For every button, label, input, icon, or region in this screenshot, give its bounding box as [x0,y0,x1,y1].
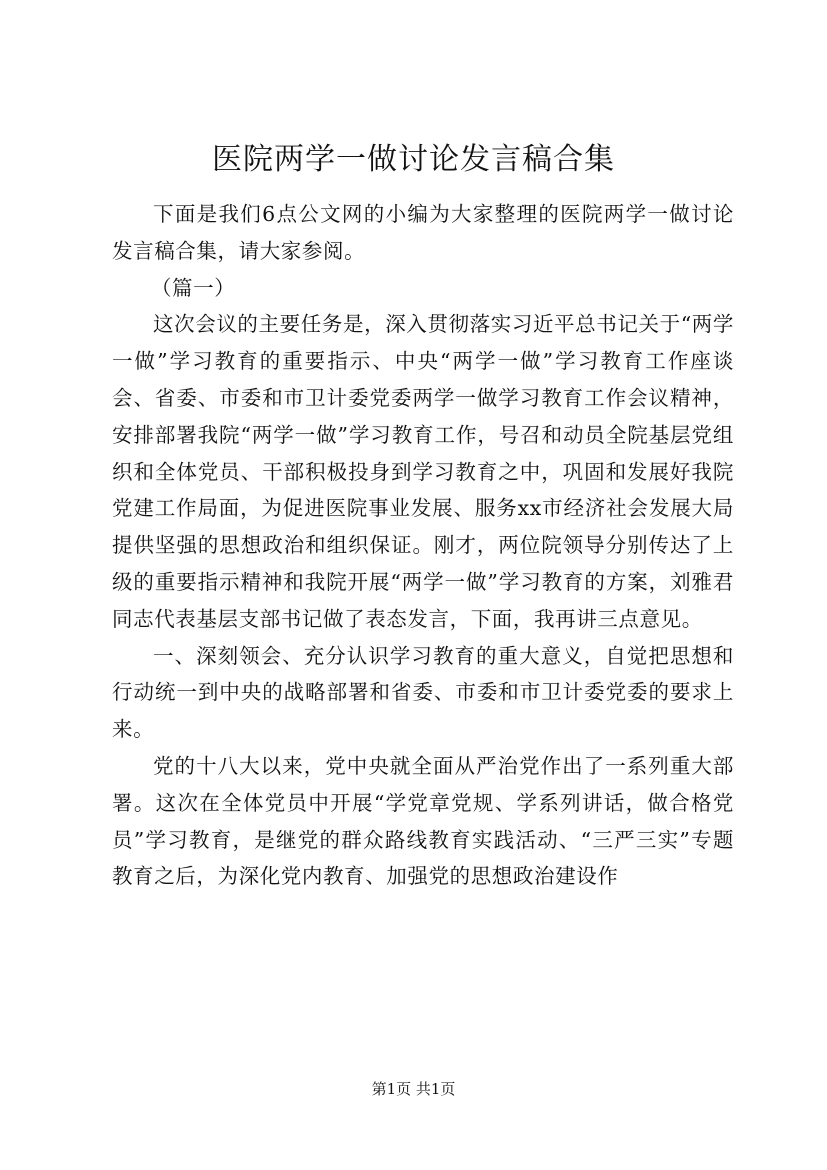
body-paragraph: 这次会议的主要任务是，深入贯彻落实习近平总书记关于“两学一做”学习教育的重要指示、中央“两学一做”学习教育工作座谈会、省委、市委和市卫计委党委两学一做学习教育工作会议精神，安排部署我院“两学一做”学习教育工作，号召和动员全院基层党组织和全体党员、干部积极投身到学习教育之中，巩固和发展好我院党建工作局面，为促进医院事业发展、服务xx市经济社会发展大局提供坚强的思想政治和组织保证。刚才，两位院领导分别传达了上级的重要指示精神和我院开展“两学一做”学习教育的方案，刘雅君同志代表基层支部书记做了表态发言，下面，我再讲三点意见。 [112,312,734,631]
intro-paragraph: 下面是我们6点公文网的小编为大家整理的医院两学一做讨论发言稿合集，请大家参阅。 [112,202,734,263]
body-paragraph: 党的十八大以来，党中央就全面从严治党作出了一系列重大部署。这次在全体党员中开展“学党章党规、学系列讲话，做合格党员”学习教育，是继党的群众路线教育实践活动、“三严三实”专题教育之后，为深化党内教育、加强党的思想政治建设作 [112,753,734,889]
document-title: 医院两学一做讨论发言稿合集 [212,142,615,177]
document-body [112,196,734,895]
page-number-footer: 第1页 共1页 [371,1080,456,1098]
section-label: （篇一） [150,275,236,300]
section-heading: 一、深刻领会、充分认识学习教育的重大意义，自觉把思想和行动统一到中央的战略部署和省委、市委和市卫计委党委的要求上来。 [112,643,734,742]
